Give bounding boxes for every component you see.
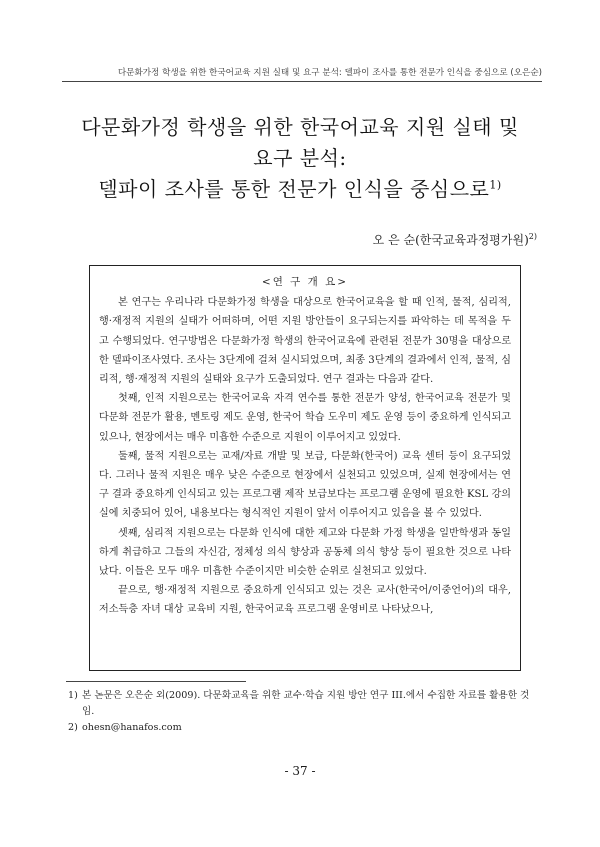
abstract-paragraph-4: 셋째, 심리적 지원으로는 다문화 인식에 대한 제고와 다문화 가정 학생을 일반학생과 동일하게 취급하고 그들의 자신감, 정체성 의식 향상과 공동체 의식 향상 등이 필요한 것으로 나타났다. 이들은 모두 매우 미흡한 수준이지만 비슷한 순위로 실천되고 있었다. <box>99 527 511 578</box>
abstract-paragraph-5: 끝으로, 행·재정적 지원으로 중요하게 인식되고 있는 것은 교사(한국어/이중언어)의 대우, 저소득층 자녀 대상 교육비 지원, 한국어교육 프로그램 운영비로 나타났으나, <box>99 585 511 616</box>
title-line-1: 다문화가정 학생을 위한 한국어교육 지원 실태 및 <box>81 115 519 139</box>
abstract-paragraph-3: 둘째, 물적 지원으로는 교재/자료 개발 및 보급, 다문화(한국어) 교육 센터 등이 요구되었다. 그러나 물적 지원은 매우 낮은 수준으로 현장에서 실천되고 있었으며, 실제 현장에서는 연구 결과 중요하게 인식되고 있는 프로그램 제작 보급보다는 프로그램 운영에 필요한 KSL 강의실에 치중되어 있어, 내용보다는 형식적인 지원이 앞서 이루어지고 있음을 볼 수 있었다. <box>99 450 511 520</box>
footnote-2 <box>68 720 530 736</box>
footnotes <box>68 688 530 736</box>
title-line-3-text: 델파이 조사를 통한 전문가 인식을 중심으로 <box>98 177 490 201</box>
paper-title <box>60 112 540 205</box>
footnote-1-mark: 1) <box>68 690 78 701</box>
abstract-content <box>90 266 520 620</box>
footnote-rule <box>66 681 246 682</box>
abstract-box <box>89 265 521 671</box>
author-line <box>373 231 537 248</box>
author-affiliation: (한국교육과정평가원) <box>415 233 529 247</box>
page-number: - 37 - <box>284 764 316 778</box>
footnote-2-mark: 2) <box>68 722 78 733</box>
author-footnote-mark: 2) <box>528 232 537 241</box>
header-rule <box>62 81 542 82</box>
abstract-paragraph-1: 본 연구는 우리나라 다문화가정 학생을 대상으로 한국어교육을 할 때 인적, 물적, 심리적, 행·재정적 지원의 실태가 어떠하며, 어떤 지원 방안들이 요구되는지를 파악하는 데 목적을 두고 수행되었다. 연구방법은 다문화가정 학생의 한국어교육에 관련된 전문가 30명을 대상으로 한 델파이조사였다. 조사는 3단계에 걸쳐 실시되었으며, 최종 3단계의 결과에서 인적, 물적, 심리적, 행·재정적 지원의 실태와 요구가 도출되었다. 연구 결과는 다음과 같다. <box>99 297 511 386</box>
title-line-3 <box>60 174 540 205</box>
title-footnote-mark: 1) <box>489 178 502 192</box>
author-name: 오 은 순 <box>372 233 416 247</box>
abstract-paragraph-2: 첫째, 인적 지원으로는 한국어교육 자격 연수를 통한 전문가 양성, 한국어교육 전문가 및 다문화 전문가 활용, 멘토링 제도 운영, 한국어 학습 도우미 제도 운영 등이 중요하게 인식되고 있으나, 현장에서는 매우 미흡한 수준으로 지원이 이루어지고 있었다. <box>99 393 511 443</box>
title-line-2: 요구 분석: <box>253 146 347 170</box>
footnote-2-text: ohesn@hanafos.com <box>82 722 182 733</box>
footnote-1 <box>68 688 530 720</box>
running-head: 다문화가정 학생을 위한 한국어교육 지원 실태 및 요구 분석: 델파이 조사를 통한 전문가 인식을 중심으로 (오은순) <box>117 68 542 78</box>
abstract-heading: <연 구 개 요> <box>261 276 349 288</box>
footnote-1-text: 본 논문은 오은순 외(2009). 다문화교육을 위한 교수·학습 지원 방안 연구 III.에서 수집한 자료를 활용한 것임. <box>82 690 530 717</box>
